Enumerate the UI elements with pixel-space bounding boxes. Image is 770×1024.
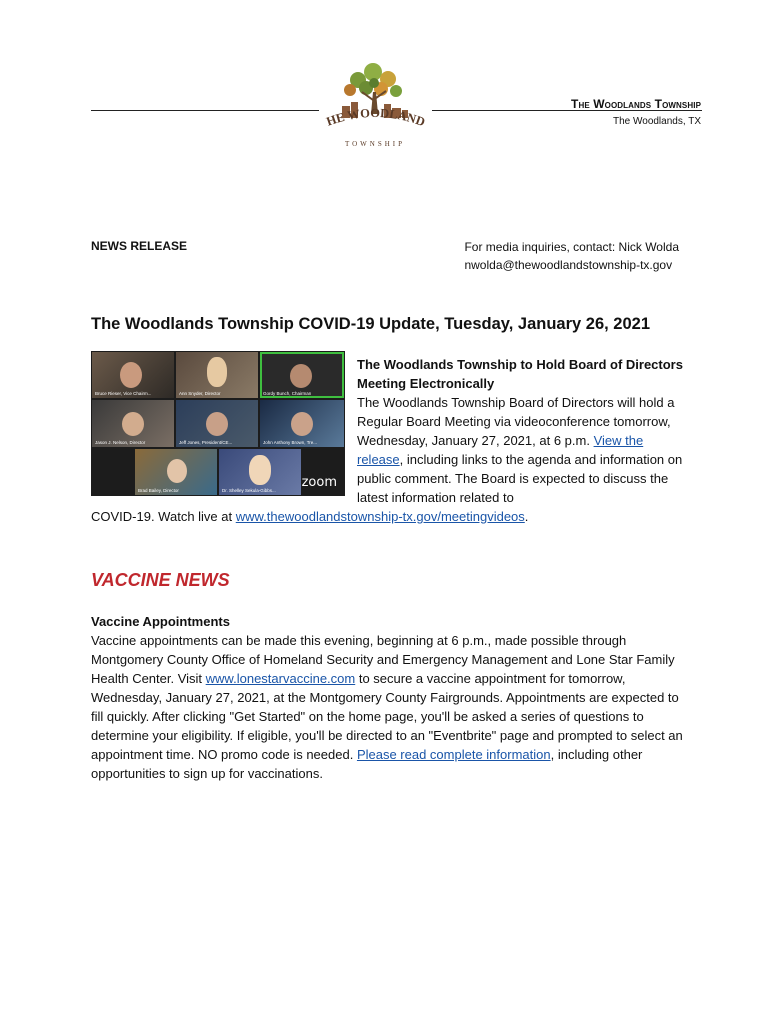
participant-name: Jeff Jones, President/CE... bbox=[179, 440, 233, 445]
story-block bbox=[357, 355, 687, 507]
zoom-logo: zoom bbox=[301, 475, 337, 490]
media-contact bbox=[464, 238, 679, 274]
org-name: The Woodlands Township bbox=[571, 97, 701, 111]
vaccine-text: Vaccine appointments can be made this evening, beginning at 6 p.m., made possible through Montgomery County Office of Homeland Security and Emergency Management and Lone Star Family Health Center. Visit bbox=[91, 633, 675, 686]
logo-main-text: HE WOODLAND bbox=[324, 105, 427, 130]
contact-line: For media inquiries, contact: Nick Wolda bbox=[464, 240, 679, 254]
logo-sub-text: TOWNSHIP bbox=[344, 140, 406, 148]
story-tail-end: . bbox=[524, 509, 529, 524]
story-tail-text: COVID-19. Watch live at bbox=[91, 509, 236, 524]
video-tile bbox=[176, 400, 258, 447]
video-tile bbox=[176, 352, 258, 398]
view-release-link[interactable]: View the release bbox=[357, 433, 644, 467]
participant-name: Gordy Bunch, Chairman bbox=[263, 391, 312, 396]
video-tile bbox=[260, 400, 344, 447]
video-tile bbox=[135, 449, 217, 495]
participant-name: Bruce Rieser, Vice Chairm... bbox=[95, 391, 152, 396]
meeting-videos-link[interactable]: www.thewoodlandstownship-tx.gov/meetingvideos bbox=[235, 509, 525, 524]
participant-name: Dr. Shelley Sekula-Gibbs... bbox=[222, 488, 276, 493]
township-logo bbox=[318, 62, 433, 157]
participant-name: Brad Bailey, Director bbox=[138, 488, 179, 493]
story-text: The Woodlands Township Board of Directors will hold a Regular Board Meeting via videoconference tomorrow, Wednesday, January 27, 2021, at 6 p.m. bbox=[357, 395, 675, 448]
complete-information-link[interactable]: Please read complete information bbox=[356, 747, 551, 762]
lonestar-vaccine-link[interactable]: www.lonestarvaccine.com bbox=[205, 671, 356, 686]
participant-name: Ann Snyder, Director bbox=[179, 391, 221, 396]
video-tile bbox=[260, 352, 344, 398]
org-block bbox=[571, 97, 701, 127]
participant-name: John Anthony Brown, Tre... bbox=[263, 440, 318, 445]
vaccine-subheading: Vaccine Appointments bbox=[91, 614, 230, 629]
participant-name: Jason J. Nelson, Director bbox=[95, 440, 146, 445]
vaccine-news-heading: VACCINE NEWS bbox=[91, 570, 230, 590]
video-tile bbox=[219, 449, 301, 495]
story-tail bbox=[91, 507, 691, 526]
vaccine-text-end: , including other opportunities to sign up for vaccinations. bbox=[91, 747, 643, 781]
tree-canopy-icon bbox=[344, 63, 402, 97]
story-text-continued: , including links to the agenda and information on public comment. The Board is expected to discuss the latest information related to bbox=[357, 452, 683, 505]
news-release-label: NEWS RELEASE bbox=[91, 239, 188, 253]
video-tile bbox=[92, 400, 174, 447]
org-location: The Woodlands, TX bbox=[612, 116, 701, 127]
contact-email: nwolda@thewoodlandstownship-tx.gov bbox=[464, 258, 673, 272]
vaccine-block bbox=[91, 612, 691, 783]
video-tile bbox=[92, 352, 174, 398]
zoom-meeting-image bbox=[91, 351, 345, 496]
header-rule-left bbox=[91, 110, 319, 111]
vaccine-text-continued: to secure a vaccine appointment for tomorrow, Wednesday, January 27, 2021, at the Montgomery County Fairgrounds. Appointments are expected to fill quickly. After clicking "Get Started" on the home page, you'll be asked a series of questions to determine your eligibility. If eligible, you'll be directed to an "Eventbrite" page and prompted to select an appointment time. NO promo code is needed. bbox=[91, 671, 683, 762]
story-title: The Woodlands Township to Hold Board of Directors Meeting Electronically bbox=[357, 357, 683, 391]
page-title: The Woodlands Township COVID-19 Update, Tuesday, January 26, 2021 bbox=[91, 315, 650, 333]
